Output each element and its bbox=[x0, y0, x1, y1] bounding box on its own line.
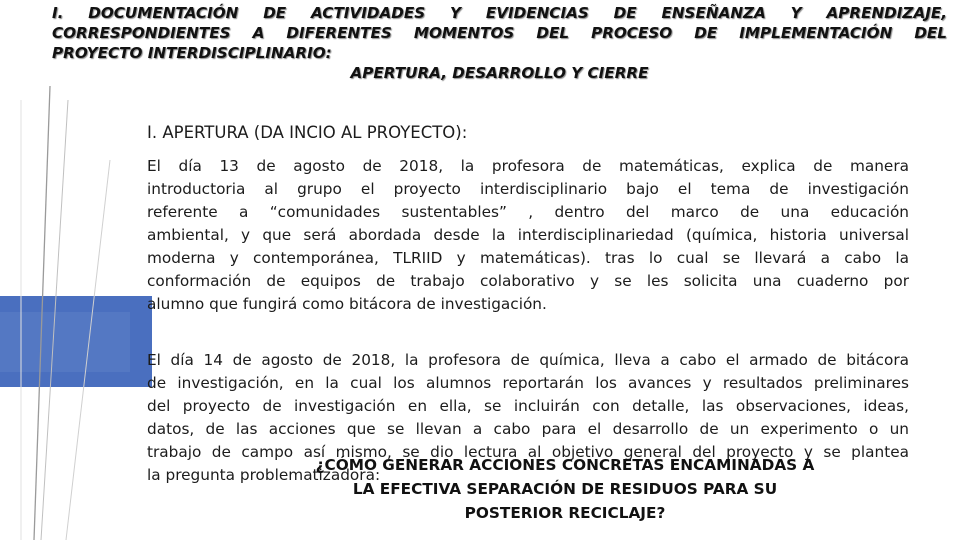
paragraph-line: moderna y contemporánea, TLRIID y matemáticas). tras lo cual se llevará a cabo la bbox=[147, 249, 909, 267]
paragraph-line: alumno que fungirá como bitácora de investigación. bbox=[147, 295, 547, 313]
paragraph-line: del proyecto de investigación en ella, se incluirán con detalle, las observaciones, ideas, bbox=[147, 397, 909, 415]
paragraph-line: conformación de equipos de trabajo colaborativo y se les solicita una cuaderno por bbox=[147, 272, 909, 290]
title-subtitle: APERTURA, DESARROLLO Y CIERRE bbox=[350, 64, 649, 82]
paragraph-line: la pregunta problematizadora: bbox=[147, 466, 381, 484]
document-title bbox=[52, 3, 947, 83]
title-line: PROYECTO INTERDISCIPLINARIO: bbox=[52, 44, 332, 62]
paragraph-line: El día 13 de agosto de 2018, la profesora de matemáticas, explica de manera bbox=[147, 157, 909, 175]
blue-accent-shape-light bbox=[0, 312, 130, 372]
paragraph-line: datos, de las acciones que se llevan a cabo para el desarrollo de un experimento o un bbox=[147, 420, 909, 438]
paragraph-line: introductoria al grupo el proyecto interdisciplinario bajo el tema de investigación bbox=[147, 180, 909, 198]
problem-question bbox=[280, 453, 850, 525]
paragraph-line: referente a “comunidades sustentables” , dentro del marco de una educación bbox=[147, 203, 909, 221]
paragraph-line: ambiental, y que será abordada desde la interdisciplinariedad (química, historia universal bbox=[147, 226, 909, 244]
question-line: LA EFECTIVA SEPARACIÓN DE RESIDUOS PARA SU bbox=[352, 480, 778, 498]
title-line: I. DOCUMENTACIÓN DE ACTIVIDADES Y EVIDENCIAS DE ENSEÑANZA Y APRENDIZAJE, bbox=[52, 4, 947, 22]
paragraph-line: trabajo de campo así mismo, se dio lectura al objetivo general del proyecto y se plantea bbox=[147, 443, 909, 461]
paragraph-apertura-1 bbox=[147, 155, 909, 316]
title-line: CORRESPONDIENTES A DIFERENTES MOMENTOS DEL PROCESO DE IMPLEMENTACIÓN DEL bbox=[52, 24, 947, 42]
question-line: ¿CÓMO GENERAR ACCIONES CONCRETAS ENCAMINADAS A bbox=[315, 456, 815, 474]
paragraph-line: de investigación, en la cual los alumnos reportarán los avances y resultados preliminares bbox=[147, 374, 909, 392]
question-line: POSTERIOR RECICLAJE? bbox=[464, 504, 666, 522]
paragraph-line: El día 14 de agosto de 2018, la profesora de química, lleva a cabo el armado de bitácora bbox=[147, 351, 909, 369]
section-heading: I. APERTURA (DA INCIO AL PROYECTO): bbox=[147, 123, 468, 142]
